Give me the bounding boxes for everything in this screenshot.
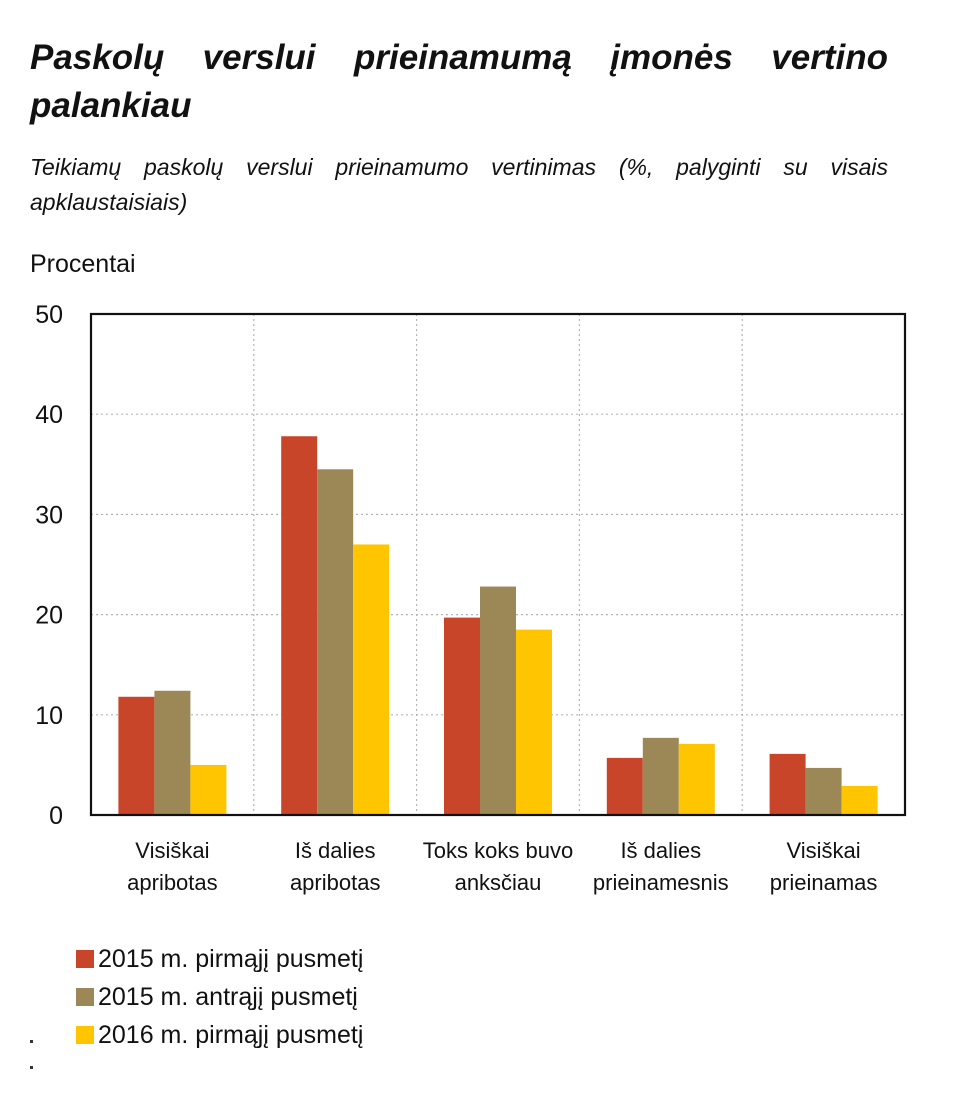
decorative-dot [30,1040,33,1043]
bar [444,618,480,815]
legend-label: 2015 m. antrąjį pusmetį [98,982,358,1011]
y-tick-label: 0 [49,802,63,830]
y-tick-label: 20 [35,601,63,630]
legend-label: 2016 m. pirmąjį pusmetį [98,1020,364,1049]
x-tick-label: Toks koks buvo anksčiau [422,838,574,895]
decorative-dot [30,1066,33,1069]
y-tick-label: 30 [35,501,63,530]
legend-label: 2015 m. pirmąjį pusmetį [98,944,364,973]
chart-subtitle: Teikiamų paskolų verslui prieinamumo vertinimas (%, palyginti su visais apklaustaisiais) [30,154,888,215]
bar [643,738,679,815]
legend-item [76,1016,363,1054]
bar [842,786,878,815]
chart-legend [76,940,363,1054]
bar [353,544,389,815]
bar [281,436,317,815]
bar [118,697,154,815]
x-tick-label: Iš dalies apribotas [289,838,381,895]
bar [480,587,516,815]
y-tick-label: 50 [35,301,63,329]
bar [770,754,806,815]
y-axis-label: Procentai [30,250,136,278]
bar [516,630,552,815]
bar [806,768,842,815]
legend-swatch [76,988,94,1006]
legend-swatch [76,950,94,968]
chart-title: Paskolų verslui prieinamumą įmonės vertino palankiau [30,38,888,125]
x-tick-label: Iš dalies prieinamesnis [592,838,729,895]
legend-item [76,940,363,978]
legend-item [76,978,363,1016]
x-tick-label: Visiškai apribotas [127,838,218,895]
legend-swatch [76,1026,94,1044]
bar [679,744,715,815]
bar [317,469,353,815]
bar [190,765,226,815]
bar [607,758,643,815]
y-tick-label: 40 [35,401,63,430]
y-tick-label: 10 [35,701,63,730]
bar [154,691,190,815]
x-tick-label: Visiškai prieinamas [769,838,878,895]
